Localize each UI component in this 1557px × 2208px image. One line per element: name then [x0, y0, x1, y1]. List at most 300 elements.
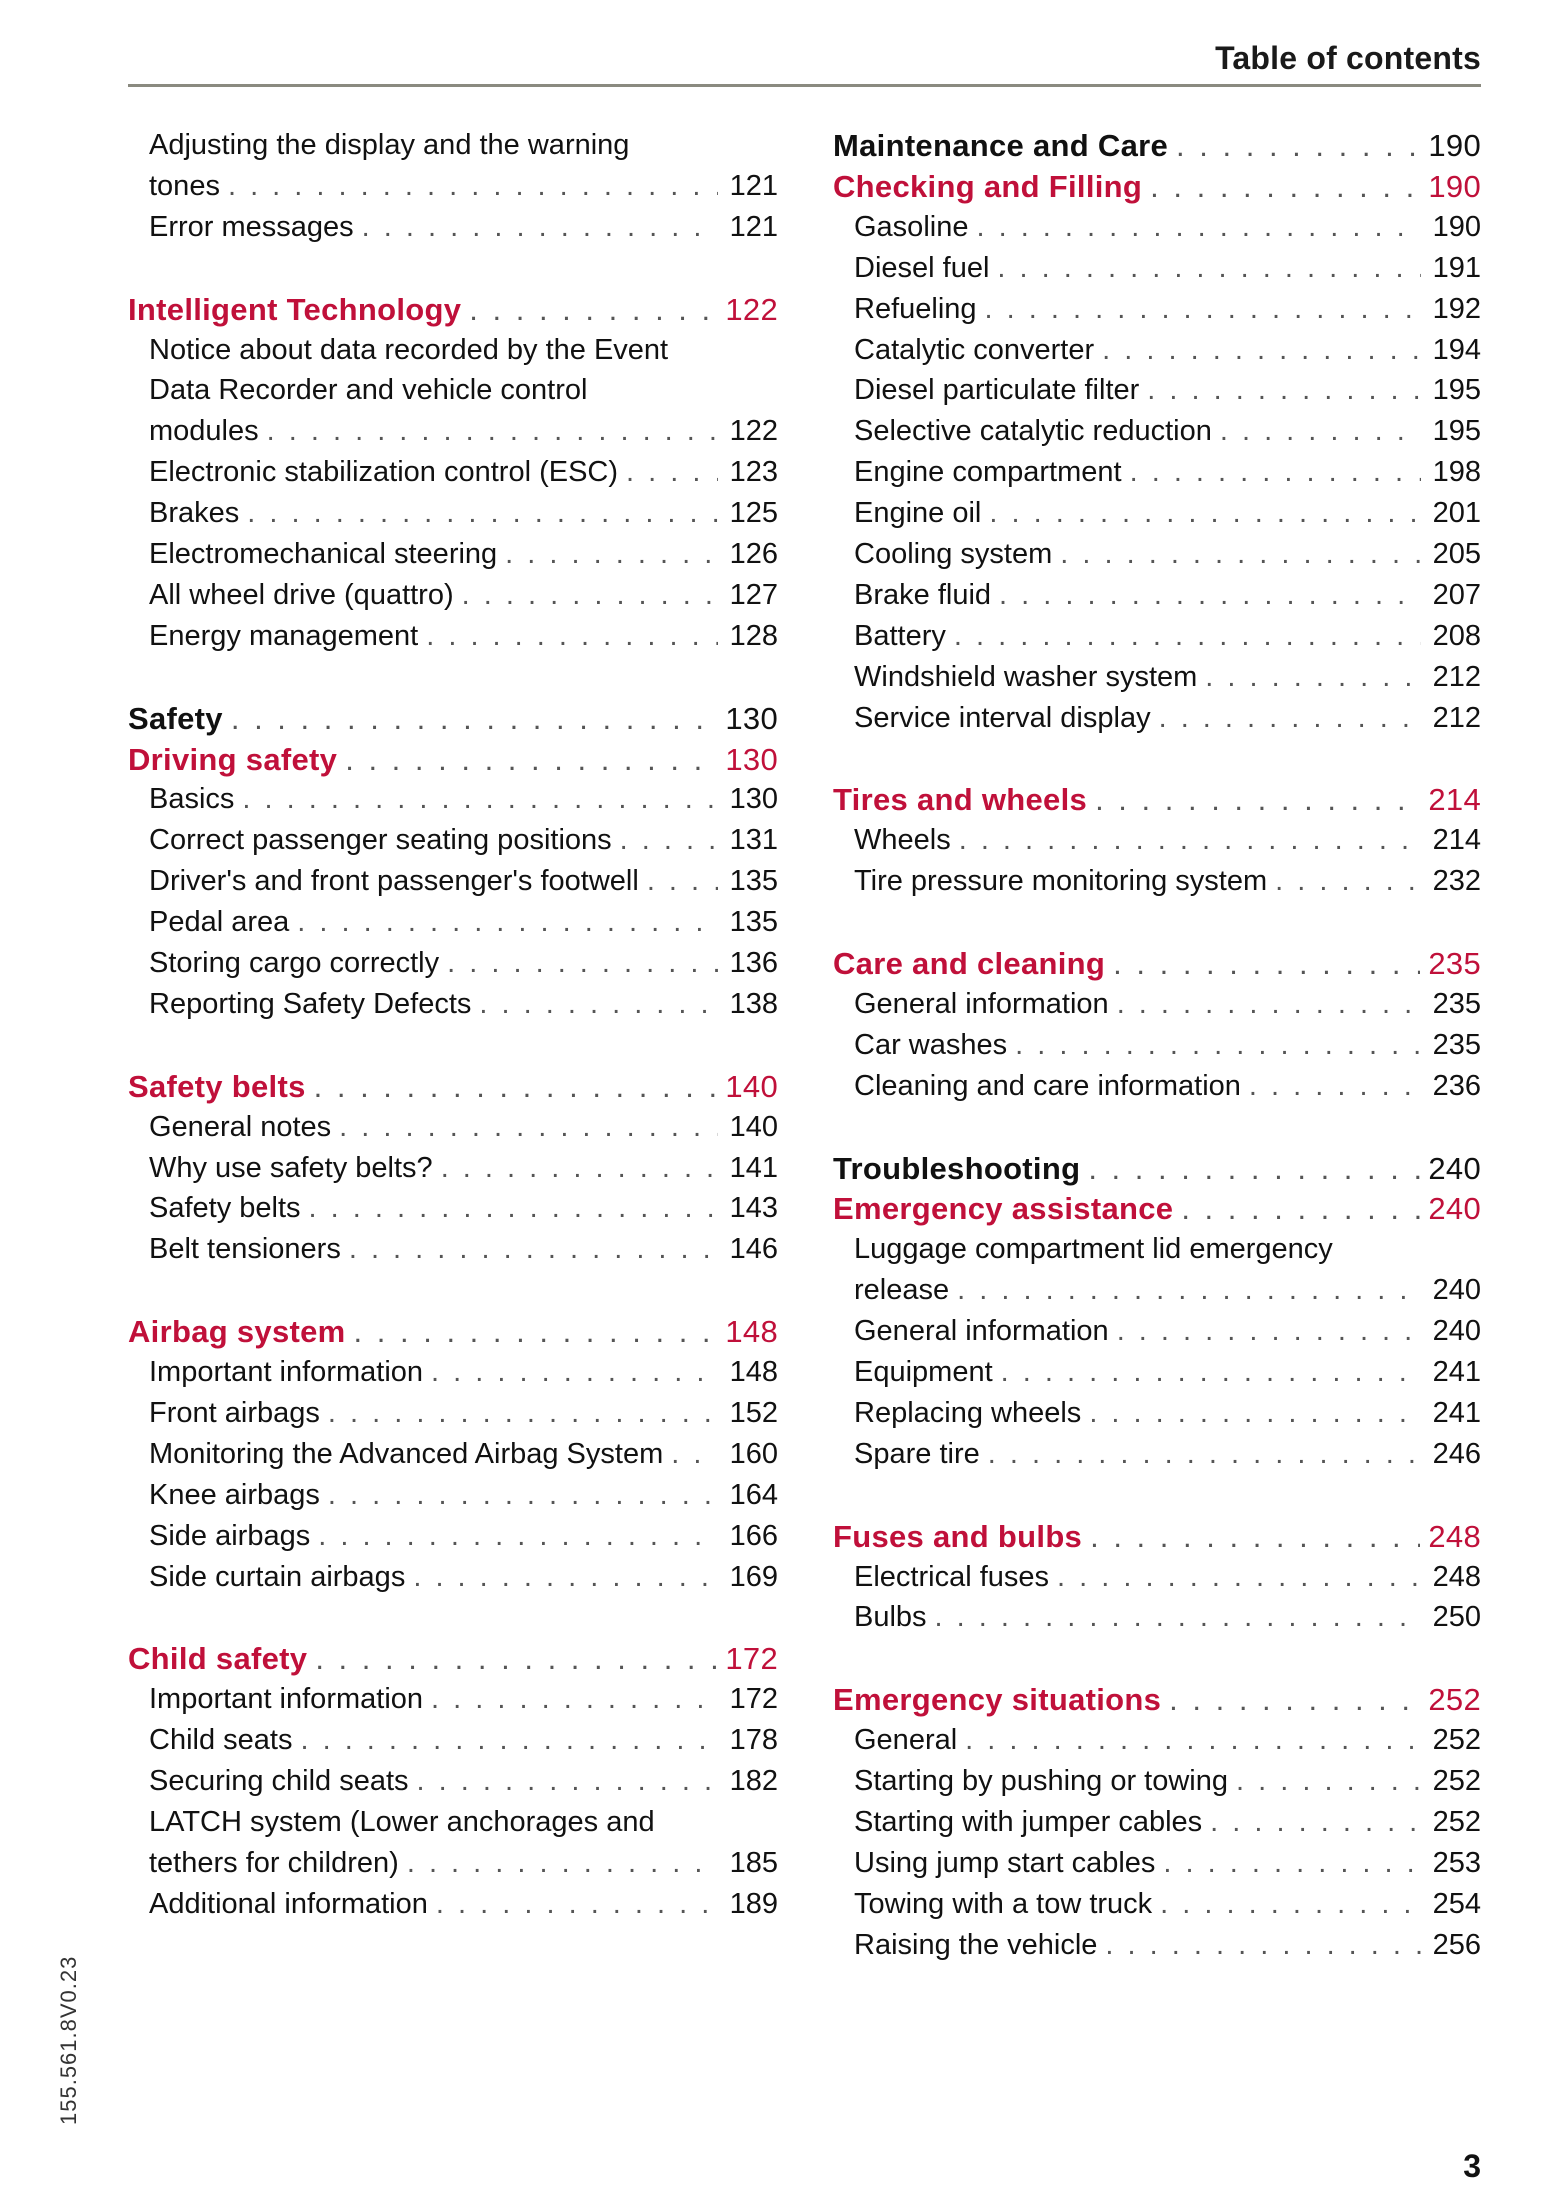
toc-entry-line: [833, 1393, 1481, 1434]
toc-page-number: 138: [729, 988, 778, 1020]
toc-entry[interactable]: [128, 575, 778, 616]
toc-entry-title: Securing child seats: [149, 1765, 409, 1797]
toc-page-number: 214: [1428, 782, 1481, 817]
toc-entry-line: [128, 1802, 778, 1843]
toc-leader-dots: [479, 984, 718, 1025]
toc-section-heading[interactable]: [128, 1066, 778, 1107]
toc-leader-dots: [328, 1393, 718, 1434]
toc-entry[interactable]: [833, 370, 1481, 411]
toc-leader-dots: [349, 1229, 718, 1270]
toc-entry-line: [128, 1638, 778, 1679]
toc-entry-title: Intelligent Technology: [128, 292, 462, 327]
toc-leader-dots: [462, 575, 718, 616]
toc-entry-title: Wheels: [854, 824, 951, 856]
toc-entry-line: [128, 984, 778, 1025]
toc-section-heading[interactable]: [833, 1516, 1481, 1557]
toc-leader-dots: [328, 1475, 718, 1516]
toc-leader-dots: [314, 1066, 718, 1107]
toc-leader-dots: [362, 207, 718, 248]
toc-entry[interactable]: [833, 1925, 1481, 1966]
toc-entry-line: [833, 534, 1481, 575]
toc-entry-title: Child safety: [128, 1641, 308, 1676]
toc-entry-line: [833, 1761, 1481, 1802]
toc-page-number: 214: [1432, 824, 1481, 856]
toc-page-number: 252: [1432, 1806, 1481, 1838]
toc-leader-dots: [231, 698, 718, 739]
toc-entry-line: [128, 820, 778, 861]
toc-entry[interactable]: [128, 1884, 778, 1925]
toc-page-number: 241: [1432, 1356, 1481, 1388]
toc-entry-title: Basics: [149, 783, 235, 815]
toc-entry-line: [833, 779, 1481, 820]
toc-entry-title: Important information: [149, 1683, 424, 1715]
toc-leader-dots: [247, 493, 718, 534]
toc-entry-title: Brake fluid: [854, 579, 992, 611]
toc-entry[interactable]: [128, 125, 778, 166]
toc-entry[interactable]: [128, 1148, 778, 1189]
toc-entry-title: Starting by pushing or towing: [854, 1765, 1228, 1797]
toc-entry-title: General information: [854, 988, 1109, 1020]
toc-page-number: 212: [1432, 702, 1481, 734]
toc-entry-title: Tire pressure monitoring system: [854, 865, 1268, 897]
toc-leader-dots: [345, 739, 717, 780]
toc-leader-dots: [339, 1107, 718, 1148]
toc-leader-dots: [1090, 1516, 1420, 1557]
toc-entry-line: [128, 1229, 778, 1270]
toc-entry[interactable]: [833, 820, 1481, 861]
toc-entry-title: Replacing wheels: [854, 1397, 1082, 1429]
toc-page-number: 178: [729, 1724, 778, 1756]
toc-leader-dots: [297, 902, 718, 943]
toc-entry[interactable]: [833, 1884, 1481, 1925]
toc-entry-line: [833, 1516, 1481, 1557]
toc-entry-title: Car washes: [854, 1029, 1008, 1061]
toc-entry[interactable]: [128, 370, 778, 411]
toc-leader-dots: [647, 861, 718, 902]
toc-page-number: 131: [729, 824, 778, 856]
toc-entry-line: [128, 902, 778, 943]
toc-leader-dots: [469, 289, 717, 330]
toc-leader-dots: [1163, 1843, 1421, 1884]
toc-page-number: 248: [1428, 1519, 1481, 1554]
toc-entry-line: [833, 820, 1481, 861]
toc-entry-line: [833, 1720, 1481, 1761]
toc-page-number: 164: [729, 1479, 778, 1511]
toc-section-heading[interactable]: [833, 943, 1481, 984]
toc-entry[interactable]: [833, 1352, 1481, 1393]
toc-entry[interactable]: [833, 411, 1481, 452]
toc-section-heading[interactable]: [833, 1188, 1481, 1229]
toc-entry[interactable]: [833, 248, 1481, 289]
toc-entry-line: [833, 1434, 1481, 1475]
toc-page-number: 130: [729, 783, 778, 815]
toc-entry-title: Catalytic converter: [854, 334, 1095, 366]
toc-page-number: 254: [1432, 1888, 1481, 1920]
toc-entry-line: [833, 943, 1481, 984]
toc-entry-title: Engine oil: [854, 497, 982, 529]
toc-entry[interactable]: [833, 330, 1481, 371]
toc-entry[interactable]: [833, 657, 1481, 698]
toc-page-number: 195: [1432, 374, 1481, 406]
toc-entry-title: Equipment: [854, 1356, 993, 1388]
toc-entry-line: [128, 207, 778, 248]
toc-entry-line: [833, 1352, 1481, 1393]
toc-leader-dots: [985, 289, 1421, 330]
toc-entry-title: Bulbs: [854, 1601, 927, 1633]
toc-entry-line: [128, 1843, 778, 1884]
toc-page-number: 135: [729, 906, 778, 938]
toc-entry[interactable]: [128, 1516, 778, 1557]
toc-entry[interactable]: [833, 575, 1481, 616]
toc-page-number: 192: [1432, 293, 1481, 325]
toc-entry-line: [833, 125, 1481, 166]
toc-entry[interactable]: [833, 698, 1481, 739]
toc-leader-dots: [954, 616, 1421, 657]
toc-entry[interactable]: [833, 534, 1481, 575]
toc-leader-dots: [1060, 534, 1421, 575]
toc-leader-dots: [620, 820, 718, 861]
toc-entry-title: Cooling system: [854, 538, 1053, 570]
toc-entry-title: Electronic stabilization control (ESC): [149, 456, 619, 488]
toc-leader-dots: [318, 1516, 718, 1557]
toc-entry-line: [128, 1557, 778, 1598]
toc-leader-dots: [626, 452, 718, 493]
toc-leader-dots: [1113, 943, 1420, 984]
toc-page-number: 135: [729, 865, 778, 897]
toc-leader-dots: [1015, 1025, 1421, 1066]
toc-entry-title: Diesel particulate filter: [854, 374, 1140, 406]
toc-entry[interactable]: [128, 779, 778, 820]
toc-entry-title: Safety: [128, 701, 223, 736]
toc-entry-title: Pedal area: [149, 906, 290, 938]
toc-leader-dots: [354, 1311, 718, 1352]
toc-entry-line: [833, 1188, 1481, 1229]
toc-entry[interactable]: [833, 207, 1481, 248]
toc-leader-dots: [965, 1720, 1421, 1761]
toc-entry-title: Towing with a tow truck: [854, 1888, 1153, 1920]
toc-page-number: 172: [729, 1683, 778, 1715]
toc-entry[interactable]: [833, 1025, 1481, 1066]
toc-entry-line: [833, 1148, 1481, 1189]
toc-section-heading[interactable]: [128, 1311, 778, 1352]
document-code: 155.561.8V0.23: [56, 1955, 81, 2125]
toc-section-heading[interactable]: [128, 739, 778, 780]
toc-leader-dots: [436, 1884, 718, 1925]
toc-entry[interactable]: [833, 1270, 1481, 1311]
toc-entry[interactable]: [833, 1393, 1481, 1434]
toc-entry-line: [128, 1761, 778, 1802]
toc-entry-title: Error messages: [149, 211, 354, 243]
toc-page-number: 252: [1428, 1682, 1481, 1717]
toc-entry-title: Adjusting the display and the warning: [149, 129, 630, 161]
toc-entry-line: [128, 1352, 778, 1393]
toc-page-number: 205: [1432, 538, 1481, 570]
toc-entry[interactable]: [128, 1720, 778, 1761]
toc-leader-dots: [300, 1720, 718, 1761]
toc-page-number: 190: [1428, 169, 1481, 204]
toc-page-number: 128: [729, 620, 778, 652]
toc-leader-dots: [1249, 1066, 1421, 1107]
toc-entry[interactable]: [128, 984, 778, 1025]
toc-leader-dots: [1205, 657, 1421, 698]
toc-entry-title: General notes: [149, 1111, 332, 1143]
toc-leader-dots: [989, 493, 1421, 534]
toc-entry[interactable]: [833, 1761, 1481, 1802]
toc-entry-title: Raising the vehicle: [854, 1929, 1098, 1961]
toc-entry[interactable]: [128, 820, 778, 861]
toc-entry-line: [128, 779, 778, 820]
toc-entry-line: [128, 739, 778, 780]
toc-page-number: 143: [729, 1192, 778, 1224]
toc-page-number: 198: [1432, 456, 1481, 488]
toc-entry-line: [128, 289, 778, 330]
toc-page-number: 212: [1432, 661, 1481, 693]
toc-entry-title: Driver's and front passenger's footwell: [149, 865, 639, 897]
toc-entry-title: Gasoline: [854, 211, 969, 243]
toc-entry-line: [833, 1597, 1481, 1638]
toc-leader-dots: [426, 616, 718, 657]
toc-leader-dots: [417, 1761, 718, 1802]
toc-entry-line: [833, 1311, 1481, 1352]
toc-entry-line: [128, 452, 778, 493]
toc-entry-title: Monitoring the Advanced Airbag System: [149, 1438, 664, 1470]
toc-entry[interactable]: [128, 452, 778, 493]
toc-section-heading[interactable]: [128, 698, 778, 739]
toc-entry[interactable]: [833, 1434, 1481, 1475]
toc-entry-line: [128, 1107, 778, 1148]
toc-page-number: 207: [1432, 579, 1481, 611]
toc-entry[interactable]: [128, 861, 778, 902]
toc-leader-dots: [309, 1188, 718, 1229]
toc-entry-title: Using jump start cables: [854, 1847, 1156, 1879]
toc-entry-title: Service interval display: [854, 702, 1151, 734]
toc-entry[interactable]: [128, 534, 778, 575]
toc-entry-title: Refueling: [854, 293, 977, 325]
toc-entry[interactable]: [128, 207, 778, 248]
toc-entry[interactable]: [128, 1393, 778, 1434]
toc-entry[interactable]: [833, 1843, 1481, 1884]
toc-leader-dots: [1147, 370, 1421, 411]
toc-page-number: 121: [729, 170, 778, 202]
toc-entry[interactable]: [128, 1434, 778, 1475]
toc-entry-title: Knee airbags: [149, 1479, 320, 1511]
toc-entry[interactable]: [128, 166, 778, 207]
toc-page-number: 169: [729, 1561, 778, 1593]
toc-leader-dots: [315, 1638, 717, 1679]
toc-entry-title: Luggage compartment lid emergency: [854, 1233, 1333, 1265]
toc-entry[interactable]: [128, 411, 778, 452]
toc-page-number: 256: [1432, 1929, 1481, 1961]
toc-entry-line: [833, 657, 1481, 698]
toc-page-number: 246: [1432, 1438, 1481, 1470]
toc-entry-title: Notice about data recorded by the Event: [149, 334, 669, 366]
toc-entry[interactable]: [128, 1188, 778, 1229]
toc-entry-title: tones: [149, 170, 220, 202]
toc-entry[interactable]: [833, 1802, 1481, 1843]
toc-entry-title: Safety belts: [128, 1069, 306, 1104]
toc-leader-dots: [407, 1843, 718, 1884]
toc-leader-dots: [999, 575, 1421, 616]
toc-entry-line: [128, 1066, 778, 1107]
toc-page-number: 252: [1432, 1765, 1481, 1797]
toc-entry-line: [833, 984, 1481, 1025]
toc-entry-line: [128, 1188, 778, 1229]
toc-leader-dots: [1130, 452, 1421, 493]
toc-entry[interactable]: [833, 861, 1481, 902]
toc-entry-line: [128, 575, 778, 616]
toc-page-number: 122: [729, 415, 778, 447]
toc-entry[interactable]: [128, 1107, 778, 1148]
toc-section-heading[interactable]: [833, 125, 1481, 166]
toc-entry-line: [833, 616, 1481, 657]
toc-page-number: 127: [729, 579, 778, 611]
toc-page-number: 141: [729, 1152, 778, 1184]
toc-page-number: 208: [1432, 620, 1481, 652]
toc-entry-title: Additional information: [149, 1888, 428, 1920]
toc-page-number: 250: [1432, 1601, 1481, 1633]
toc-entry-line: [128, 698, 778, 739]
toc-leader-dots: [431, 1352, 718, 1393]
toc-entry-line: [833, 411, 1481, 452]
toc-leader-dots: [1001, 1352, 1421, 1393]
toc-section-heading[interactable]: [128, 1638, 778, 1679]
toc-entry[interactable]: [128, 1761, 778, 1802]
toc-entry-title: Care and cleaning: [833, 946, 1106, 981]
toc-entry[interactable]: [833, 984, 1481, 1025]
toc-leader-dots: [1220, 411, 1421, 452]
toc-page-number: 191: [1432, 252, 1481, 284]
toc-page-number: 148: [725, 1314, 778, 1349]
toc-page-number: 126: [729, 538, 778, 570]
toc-leader-dots: [441, 1148, 718, 1189]
toc-entry[interactable]: [833, 1720, 1481, 1761]
toc-leader-dots: [431, 1679, 718, 1720]
toc-entry[interactable]: [833, 616, 1481, 657]
toc-entry-title: Troubleshooting: [833, 1151, 1081, 1186]
toc-section-heading[interactable]: [833, 1679, 1481, 1720]
toc-leader-dots: [1117, 984, 1421, 1025]
toc-entry-title: Side curtain airbags: [149, 1561, 406, 1593]
toc-section-heading[interactable]: [833, 1148, 1481, 1189]
toc-entry[interactable]: [128, 1475, 778, 1516]
toc-entry-line: [128, 861, 778, 902]
toc-entry-line: [833, 1025, 1481, 1066]
toc-entry-title: release: [854, 1274, 950, 1306]
toc-entry-line: [833, 698, 1481, 739]
toc-entry-title: Storing cargo correctly: [149, 947, 440, 979]
toc-entry-line: [128, 1434, 778, 1475]
toc-section-heading[interactable]: [128, 289, 778, 330]
toc-section-heading[interactable]: [833, 166, 1481, 207]
toc-leader-dots: [671, 1434, 718, 1475]
toc-entry-title: Emergency assistance: [833, 1191, 1174, 1226]
toc-entry-title: General information: [854, 1315, 1109, 1347]
toc-entry-title: Selective catalytic reduction: [854, 415, 1212, 447]
toc-page-number: 240: [1432, 1274, 1481, 1306]
toc-entry[interactable]: [128, 616, 778, 657]
toc-page-number: 160: [729, 1438, 778, 1470]
toc-leader-dots: [1088, 1148, 1420, 1189]
toc-entry-title: Driving safety: [128, 742, 338, 777]
toc-leader-dots: [935, 1597, 1421, 1638]
toc-entry-title: Checking and Filling: [833, 169, 1143, 204]
toc-leader-dots: [997, 248, 1421, 289]
toc-entry-line: [128, 493, 778, 534]
toc-page-number: 253: [1432, 1847, 1481, 1879]
toc-entry[interactable]: [128, 902, 778, 943]
toc-entry-title: Safety belts: [149, 1192, 301, 1224]
toc-entry-line: [833, 1925, 1481, 1966]
toc-page-number: 140: [725, 1069, 778, 1104]
toc-entry-title: Front airbags: [149, 1397, 320, 1429]
toc-entry-title: Airbag system: [128, 1314, 346, 1349]
toc-entry-title: Reporting Safety Defects: [149, 988, 472, 1020]
toc-entry-line: [833, 370, 1481, 411]
toc-entry[interactable]: [128, 493, 778, 534]
toc-entry[interactable]: [833, 1311, 1481, 1352]
toc-entry-line: [128, 166, 778, 207]
toc-leader-dots: [1057, 1557, 1421, 1598]
toc-entry[interactable]: [128, 330, 778, 371]
toc-page-number: 182: [729, 1765, 778, 1797]
toc-entry-line: [128, 534, 778, 575]
toc-entry[interactable]: [128, 1802, 778, 1843]
toc-entry-line: [833, 289, 1481, 330]
toc-leader-dots: [228, 166, 718, 207]
toc-entry[interactable]: [128, 1229, 778, 1270]
toc-entry[interactable]: [833, 493, 1481, 534]
toc-entry[interactable]: [128, 1557, 778, 1598]
toc-entry-line: [833, 452, 1481, 493]
toc-entry-line: [833, 207, 1481, 248]
toc-entry[interactable]: [833, 1066, 1481, 1107]
toc-entry-title: Emergency situations: [833, 1682, 1162, 1717]
toc-leader-dots: [1176, 125, 1420, 166]
toc-entry-line: [833, 330, 1481, 371]
toc-page-number: 190: [1428, 128, 1481, 163]
toc-entry[interactable]: [833, 1557, 1481, 1598]
toc-leader-dots: [988, 1434, 1421, 1475]
toc-entry-line: [833, 861, 1481, 902]
toc-section-heading[interactable]: [833, 779, 1481, 820]
toc-entry[interactable]: [128, 1352, 778, 1393]
toc-entry-line: [833, 1066, 1481, 1107]
toc-page-number: 136: [729, 947, 778, 979]
toc-entry[interactable]: [833, 452, 1481, 493]
toc-entry[interactable]: [833, 289, 1481, 330]
toc-page-number: 146: [729, 1233, 778, 1265]
toc-entry-title: LATCH system (Lower anchorages and: [149, 1806, 655, 1838]
toc-entry[interactable]: [833, 1229, 1481, 1270]
header-divider: [128, 84, 1481, 87]
toc-page-number: 194: [1432, 334, 1481, 366]
toc-leader-dots: [1160, 1884, 1421, 1925]
toc-entry[interactable]: [128, 1843, 778, 1884]
toc-leader-dots: [957, 1270, 1421, 1311]
toc-entry[interactable]: [128, 943, 778, 984]
toc-entry[interactable]: [128, 1679, 778, 1720]
toc-leader-dots: [1095, 779, 1420, 820]
toc-entry[interactable]: [833, 1597, 1481, 1638]
toc-page-number: 185: [729, 1847, 778, 1879]
toc-leader-dots: [1150, 166, 1420, 207]
toc-leader-dots: [1210, 1802, 1421, 1843]
toc-entry-line: [128, 616, 778, 657]
toc-page-number: 172: [725, 1641, 778, 1676]
toc-entry-title: Belt tensioners: [149, 1233, 341, 1265]
toc-leader-dots: [505, 534, 718, 575]
toc-page-number: 248: [1432, 1561, 1481, 1593]
